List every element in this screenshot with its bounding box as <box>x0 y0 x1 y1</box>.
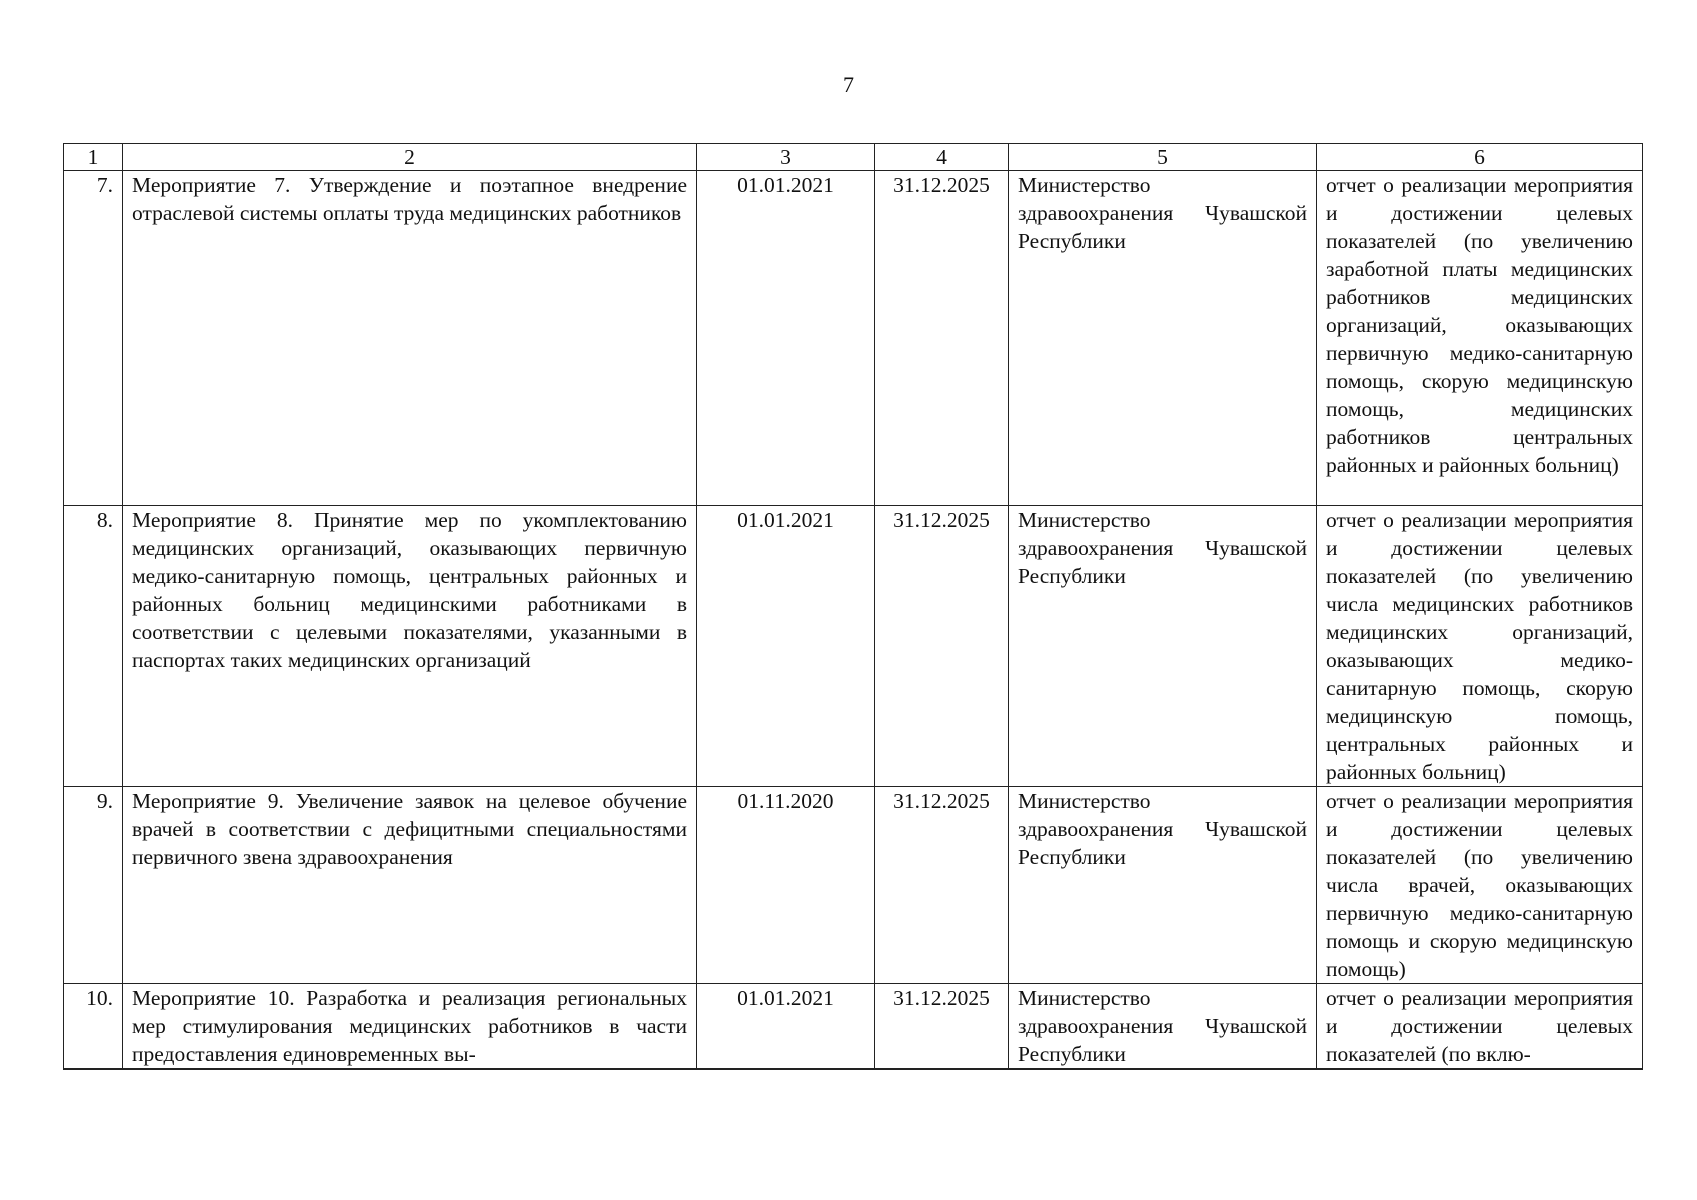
measure-description: Мероприятие 7. Утверждение и поэтапное внедрение отраслевой системы оплаты труда медицинских работников <box>123 171 697 506</box>
measure-description-text: Мероприятие 10. Разработка и реализация региональных мер стимулирования медицинских работников в части предоставления единовременных вы- <box>132 986 687 1066</box>
responsible-executor: Министерство здравоохранения Чувашской Республики <box>1009 506 1317 787</box>
responsible-executor: Министерство здравоохранения Чувашской Республики <box>1009 171 1317 506</box>
end-date: 31.12.2025 <box>875 171 1009 506</box>
row-number: 9. <box>64 787 123 984</box>
column-number-row <box>64 144 1643 171</box>
expected-result: отчет о реализации мероприятия и достижении целевых показателей (по увеличению заработной платы медицинских работников медицинских организаций, оказывающих первичную медико-санитарную помощь, скорую медицинскую помощь, медицинских работников центральных районных и районных больниц) <box>1317 171 1643 506</box>
column-header-4: 4 <box>875 144 1009 171</box>
page-number: 7 <box>843 72 854 97</box>
end-date: 31.12.2025 <box>875 787 1009 984</box>
column-header-6: 6 <box>1317 144 1643 171</box>
column-header-2: 2 <box>123 144 697 171</box>
end-date: 31.12.2025 <box>875 506 1009 787</box>
column-header-5: 5 <box>1009 144 1317 171</box>
responsible-executor: Министерство здравоохранения Чувашской Республики <box>1009 787 1317 984</box>
table-row <box>64 984 1643 1070</box>
end-date: 31.12.2025 <box>875 984 1009 1070</box>
column-header-3: 3 <box>697 144 875 171</box>
row-number: 7. <box>64 171 123 506</box>
row-number: 10. <box>64 984 123 1070</box>
measure-description: Мероприятие 9. Увеличение заявок на целевое обучение врачей в соответствии с дефицитными специальностями первичного звена здравоохранения <box>123 787 697 984</box>
measures-table <box>63 143 1643 1070</box>
table-row <box>64 506 1643 787</box>
responsible-executor: Министерство здравоохранения Чувашской Республики <box>1009 984 1317 1070</box>
row-number: 8. <box>64 506 123 787</box>
start-date: 01.01.2021 <box>697 506 875 787</box>
column-header-1: 1 <box>64 144 123 171</box>
expected-result: отчет о реализации мероприятия и достижении целевых показателей (по увеличению числа медицинских работников медицинских организаций, оказывающих медико-санитарную помощь, скорую медицинскую помощь, центральных районных и районных больниц) <box>1317 506 1643 787</box>
start-date: 01.11.2020 <box>697 787 875 984</box>
measure-description <box>123 984 697 1070</box>
table-row <box>64 787 1643 984</box>
expected-result-text: отчет о реализации мероприятия и достижении целевых показателей (по вклю- <box>1326 986 1633 1066</box>
expected-result <box>1317 984 1643 1070</box>
expected-result: отчет о реализации мероприятия и достижении целевых показателей (по увеличению числа врачей, оказывающих первичную медико-санитарную помощь и скорую медицинскую помощь) <box>1317 787 1643 984</box>
start-date: 01.01.2021 <box>697 984 875 1070</box>
measure-description: Мероприятие 8. Принятие мер по укомплектованию медицинских организаций, оказывающих первичную медико-санитарную помощь, центральных районных и районных больниц медицинскими работниками в соответствии с целевыми показателями, указанными в паспортах таких медицинских организаций <box>123 506 697 787</box>
table-row <box>64 171 1643 506</box>
start-date: 01.01.2021 <box>697 171 875 506</box>
